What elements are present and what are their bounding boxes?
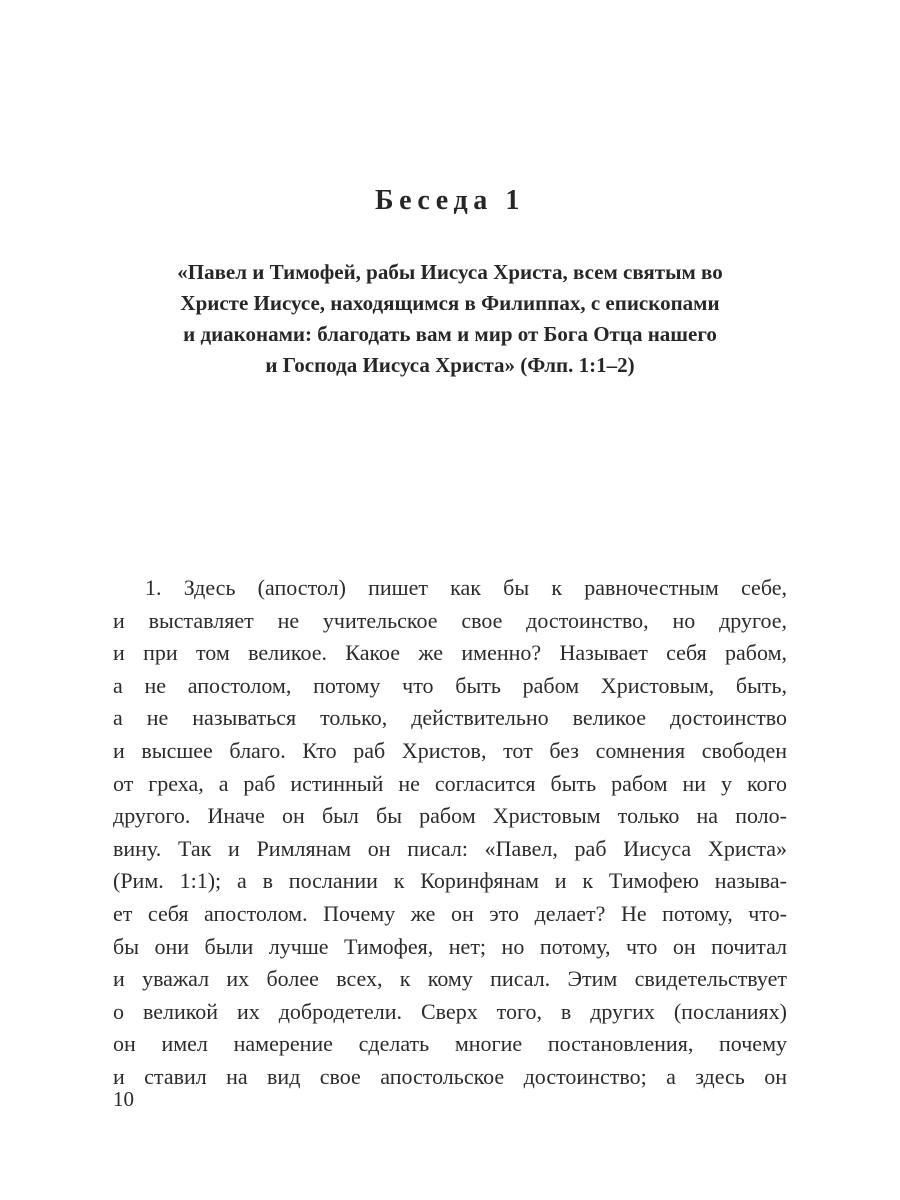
body-line: и при том великое. Какое же именно? Называет себя рабом, <box>113 640 787 666</box>
body-line: бы они были лучше Тимофея, нет; но потому, что он почитал <box>113 933 787 959</box>
chapter-title: Беседа 1 <box>374 185 526 216</box>
body-line: (Рим. 1:1); а в послании к Коринфянам и к Тимофею называ- <box>113 868 787 894</box>
body-line: 1. Здесь (апостол) пишет как бы к равночестным себе, <box>145 575 787 600</box>
page-number: 10 <box>113 1087 134 1111</box>
body-line: и ставил на вид свое апостольское достоинство; а здесь он <box>113 1063 787 1089</box>
body-line: о великой их добродетели. Сверх того, в других (посланиях) <box>113 998 787 1024</box>
epigraph-line: Христе Иисусе, находящимся в Филиппах, с епископами <box>180 291 720 315</box>
body-line: вину. Так и Римлянам он писал: «Павел, раб Иисуса Христа» <box>113 835 787 861</box>
epigraph-line: и Господа Иисуса Христа» (Флп. 1:1–2) <box>265 353 635 377</box>
body-paragraph <box>113 572 787 1094</box>
epigraph-line: и диаконами: благодать вам и мир от Бога Отца нашего <box>183 322 717 346</box>
body-line: ет себя апостолом. Почему же он это делает? Не потому, что- <box>113 900 787 926</box>
body-line: а не апостолом, потому что быть рабом Христовым, быть, <box>113 672 787 698</box>
epigraph-line: «Павел и Тимофей, рабы Иисуса Христа, всем святым во <box>177 260 723 284</box>
body-line: от греха, а раб истинный не согласится быть рабом ни у кого <box>113 770 787 796</box>
body-line: другого. Иначе он был бы рабом Христовым только на поло- <box>113 803 787 829</box>
epigraph <box>100 257 800 381</box>
body-line: он имел намерение сделать многие постановления, почему <box>113 1031 787 1057</box>
body-line: и уважал их более всех, к кому писал. Этим свидетельствует <box>113 966 787 992</box>
body-line: и высшее благо. Кто раб Христов, тот без сомнения свободен <box>113 737 787 763</box>
body-line: и выставляет не учительское свое достоинство, но другое, <box>113 607 787 633</box>
body-line: а не называться только, действительно великое достоинство <box>113 705 787 731</box>
